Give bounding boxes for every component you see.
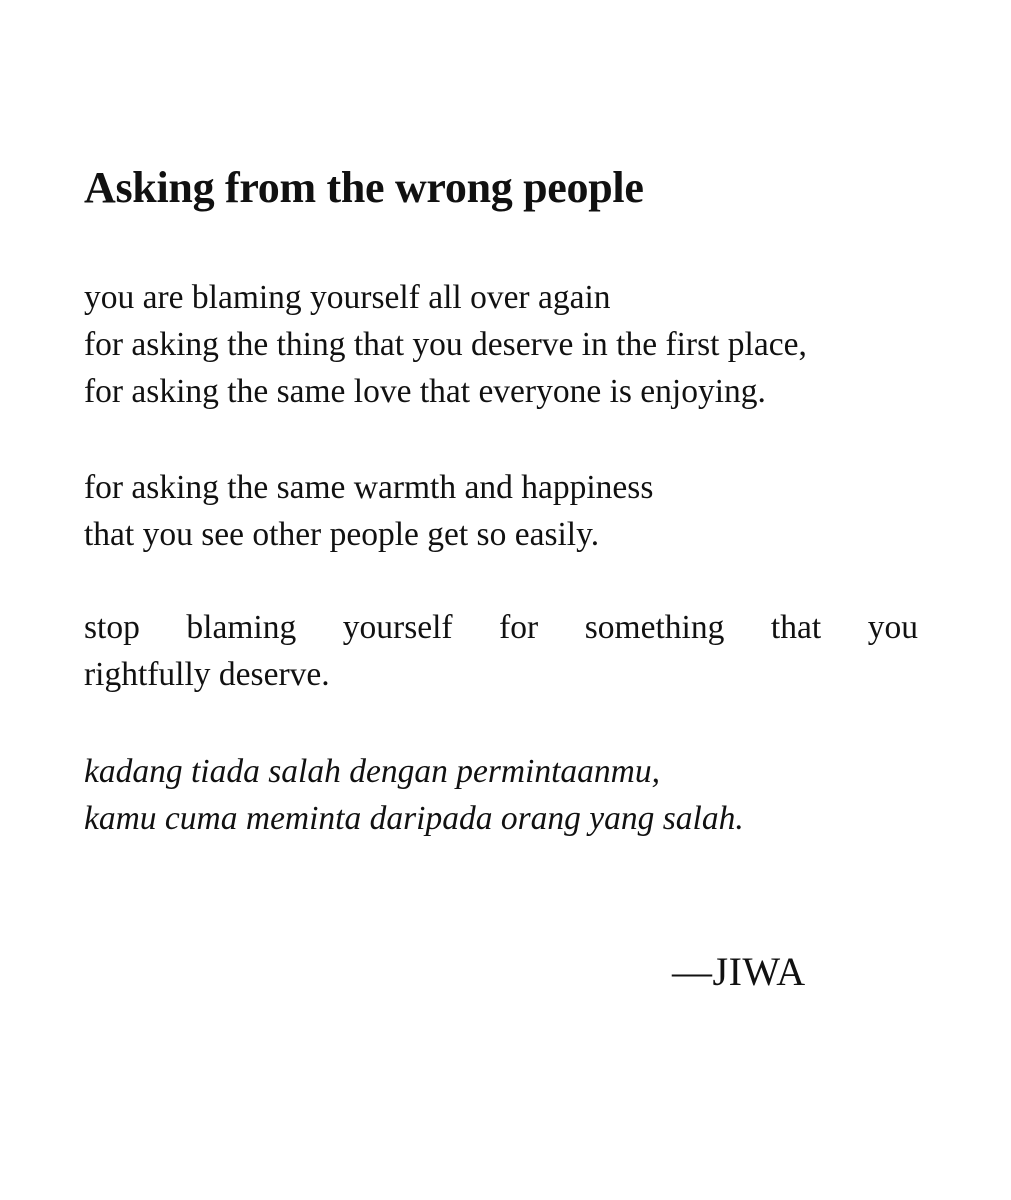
poem-line: stop blaming yourself for something that you [84, 609, 918, 646]
poem-line: for asking the same warmth and happiness [84, 469, 654, 506]
poem-line: for asking the same love that everyone is enjoying. [84, 373, 766, 410]
poem-line: that you see other people get so easily. [84, 516, 600, 553]
poem-line: rightfully deserve. [84, 656, 330, 693]
poem-line: for asking the thing that you deserve in the first place, [84, 326, 807, 363]
author-signature: —JIWA [672, 949, 806, 994]
poem-line: you are blaming yourself all over again [84, 279, 611, 316]
poem-title: Asking from the wrong people [84, 163, 644, 212]
stanza-3 [84, 604, 918, 698]
poem-line: kadang tiada salah dengan permintaanmu, [84, 753, 660, 790]
stanza-4-italic [84, 748, 744, 842]
poem-line: kamu cuma meminta daripada orang yang salah. [84, 800, 744, 837]
stanza-2 [84, 464, 653, 558]
stanza-1 [84, 274, 807, 415]
